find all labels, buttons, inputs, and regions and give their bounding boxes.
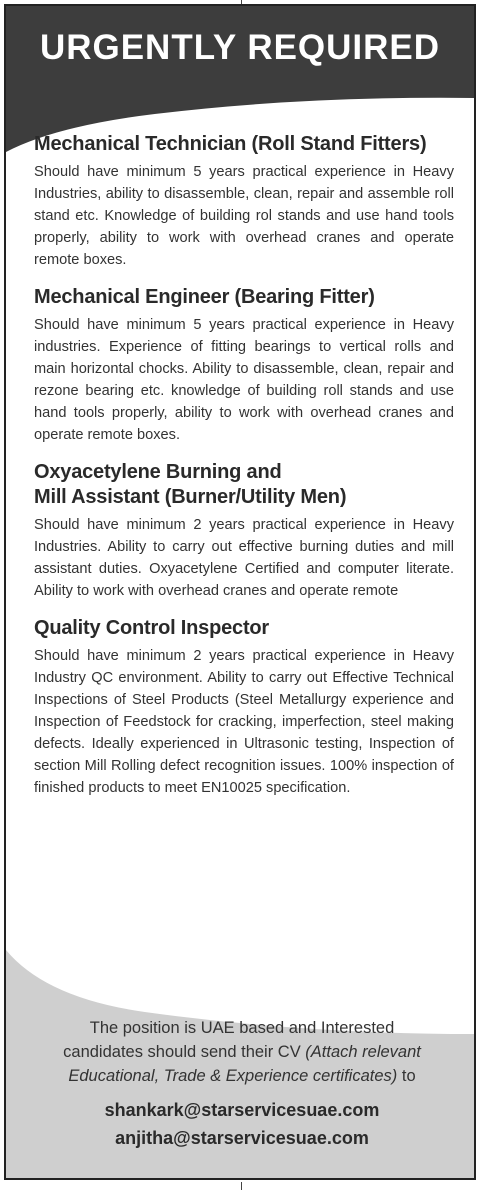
instruction-italic: Educational, Trade & Experience certificates): [68, 1067, 398, 1085]
instruction-italic: (Attach relevant: [305, 1043, 421, 1061]
instruction-line: [26, 1040, 458, 1064]
job-description: Should have minimum 5 years practical experience in Heavy industries. Experience of fitting bearings to vertical rolls and main horizontal chocks. Ability to disassemble, clean, repair and rezone bearing etc. knowledge of building roll stands and use hand tools properly, ability to work with overhead cranes and operate remote boxes.: [34, 317, 454, 443]
job-listing: [34, 616, 454, 799]
instruction-line: The position is UAE based and Interested: [89, 1019, 395, 1037]
job-title-line: Oxyacetylene Burning and: [34, 461, 282, 483]
application-instructions: [26, 1016, 458, 1152]
job-description: Should have minimum 2 years practical experience in Heavy Industry QC environment. Ability to carry out Effective Technical Inspections of Steel Products (Steel Metallurgy experience and Inspection of Feedstock for cracking, imperfection, steel making defects. Ideally experienced in Ultrasonic testing, Inspection of section Mill Rolling defect recognition issues. 100% inspection of finished products to meet EN10025 specification.: [34, 648, 454, 796]
instruction-line: [26, 1064, 458, 1088]
contact-emails: [26, 1096, 458, 1152]
instruction-text: to: [397, 1067, 416, 1085]
job-title-line: Mill Assistant (Burner/Utility Men): [34, 486, 347, 508]
job-description: Should have minimum 5 years practical experience in Heavy Industries, ability to disassemble, clean, repair and assemble roll stand etc. Knowledge of building rol stands and use hand tools properly, ability to work with overhead cranes and operate remote boxes.: [34, 164, 454, 268]
instruction-text: candidates should send their CV: [63, 1043, 306, 1061]
job-title: Quality Control Inspector: [34, 617, 270, 639]
email-link[interactable]: anjitha@starservicesuae.com: [115, 1128, 369, 1148]
job-advertisement: [4, 4, 476, 1180]
fold-line-bottom: [241, 1182, 242, 1190]
headline: URGENTLY REQUIRED: [39, 28, 441, 67]
job-listing: [34, 285, 454, 446]
job-title: Mechanical Technician (Roll Stand Fitters): [34, 133, 427, 155]
job-listing: [34, 132, 454, 271]
job-listing: [34, 460, 454, 602]
job-title: Mechanical Engineer (Bearing Fitter): [34, 286, 375, 308]
job-title: [34, 460, 454, 510]
job-description: Should have minimum 2 years practical experience in Heavy Industries. Ability to carry out effective burning duties and mill assistant duties. Oxyacetylene Certified and computer literate. Ability to work with overhead cranes and operate remote: [34, 517, 454, 599]
job-list: [34, 132, 454, 813]
email-link[interactable]: shankark@starservicesuae.com: [104, 1100, 380, 1120]
